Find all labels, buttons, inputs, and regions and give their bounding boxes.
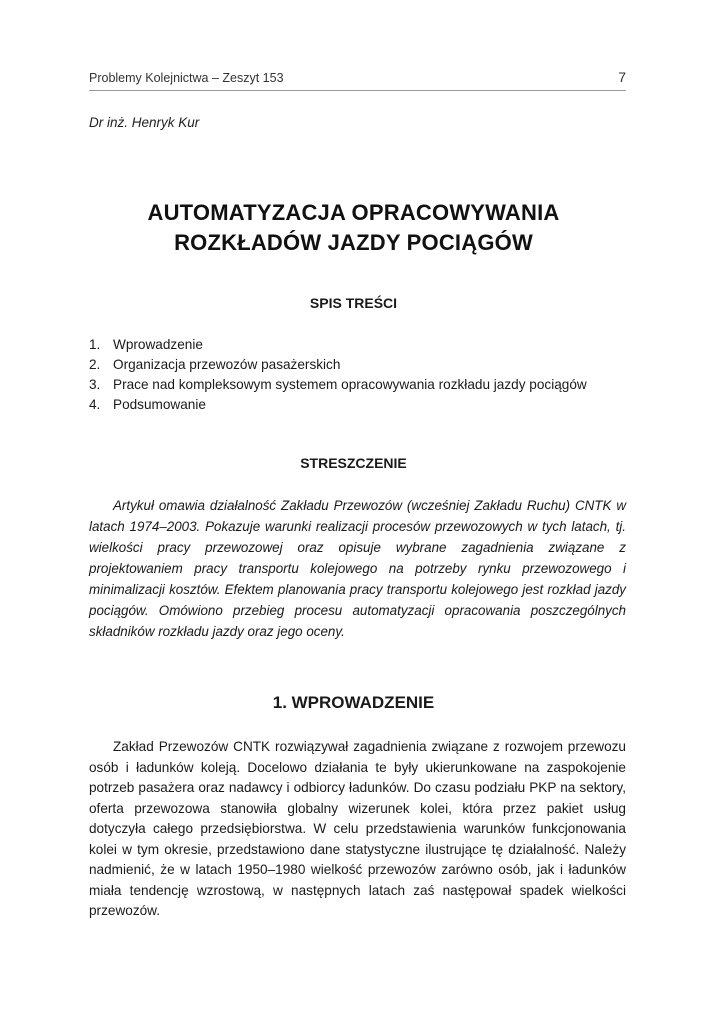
toc-item-number: 2. [89,357,101,372]
toc-item-number: 4. [89,397,101,412]
toc-item-label: Wprowadzenie [113,337,203,352]
toc-heading: SPIS TREŚCI [309,295,398,311]
table-of-contents [89,335,587,415]
page-number: 7 [618,69,626,85]
article-title-line-1: AUTOMATYZACJA OPRACOWYWANIA [147,200,560,225]
toc-item [89,395,587,415]
toc-item [89,355,587,375]
toc-item-label: Prace nad kompleksowym systemem opracowywania rozkładu jazdy pociągów [113,377,587,392]
section-heading: 1. WPROWADZENIE [272,693,435,712]
toc-item [89,335,587,355]
abstract-text: Artykuł omawia działalność Zakładu Przewozów (wcześniej Zakładu Ruchu) CNTK w latach 1974–2003. Pokazuje warunki realizacji procesów przewozowych w tych latach, tj. wielkości pracy przewozowej oraz opisuje wybrane zagadnienia związane z projektowaniem pracy transportu kolejowego na potrzeby rynku przewozowego i minimalizacji kosztów. Efektem planowania pracy transportu kolejowego jest rozkład jazdy pociągów. Omówiono przebieg procesu automatyzacji opracowania poszczególnych składników rozkładu jazdy oraz jego oceny. [89,498,626,639]
toc-item-label: Organizacja przewozów pasażerskich [113,357,341,372]
toc-item-label: Podsumowanie [113,397,206,412]
section-body-text: Zakład Przewozów CNTK rozwiązywał zagadnienia związane z rozwojem przewozu osób i ładunków koleją. Docelowo działania te były ukierunkowane na zaspokojenie potrzeb pasażera oraz nadawcy i odbiorcy ładunków. Do czasu podziału PKP na sektory, oferta przewozowa stanowiła globalny wizerunek kolei, która przez pakiet usług dotyczyła całego przedsiębiorstwa. W celu przedstawienia warunków funkcjonowania kolei w tym okresie, przedstawiono dane statystyczne ilustrujące tę działalność. Należy nadmienić, że w latach 1950–1980 wielkość przewozów zarówno osób, jak i ładunków miała tendencję wzrostową, w następnych latach zaś następował spadek wielkości przewozów. [89,739,626,918]
author-name: Dr inż. Henryk Kur [89,115,200,130]
toc-item [89,375,587,395]
toc-item-number: 1. [89,337,101,352]
article-title [60,198,647,258]
abstract-heading: STRESZCZENIE [300,455,407,471]
toc-item-number: 3. [89,377,101,392]
article-title-line-2: ROZKŁADÓW JAZDY POCIĄGÓW [174,230,533,255]
journal-title: Problemy Kolejnictwa – Zeszyt 153 [89,71,284,85]
running-header [89,68,626,91]
